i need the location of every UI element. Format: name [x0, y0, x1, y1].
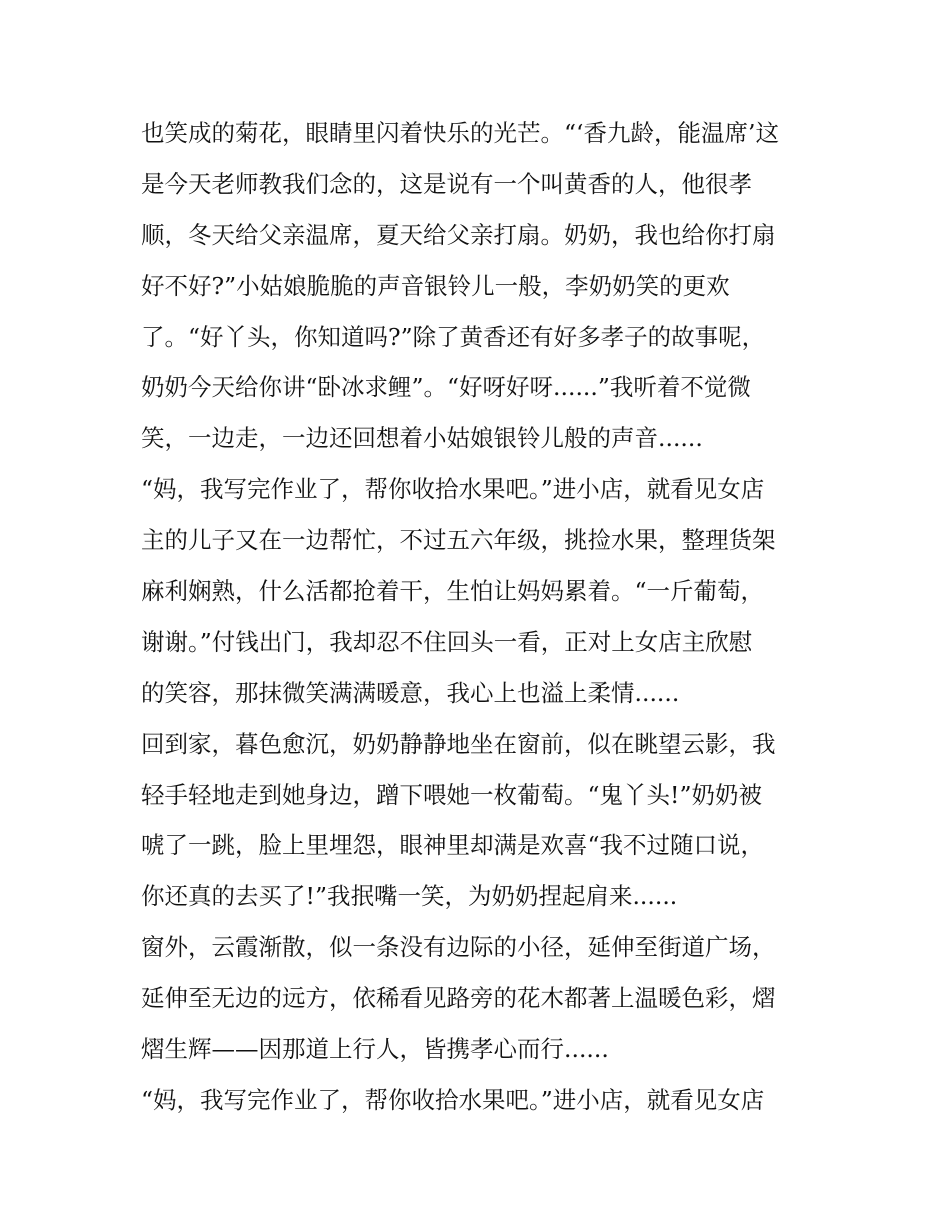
text-line: 谢谢。”付钱出门，我却忍不住回头一看，正对上女店主欣慰	[141, 627, 753, 656]
text-line: 延伸至无边的远方，依稀看见路旁的花木都著上温暖色彩，熠	[141, 984, 776, 1013]
text-line: 好不好?”小姑娘脆脆的声音银铃儿一般，李奶奶笑的更欢	[141, 271, 730, 300]
text-line: 窗外，云霞渐散，似一条没有边际的小径，延伸至街道广场，	[141, 933, 776, 962]
text-line: 的笑容，那抹微笑满满暖意，我心上也溢上柔情......	[141, 678, 680, 707]
text-line: 唬了一跳，脸上里埋怨，眼神里却满是欢喜“我不过随口说，	[141, 831, 765, 860]
text-line: 是今天老师教我们念的，这是说有一个叫黄香的人，他很孝	[141, 169, 752, 198]
text-line: “妈，我写完作业了，帮你收拾水果吧。”进小店，就看见女店	[141, 475, 765, 504]
text-line: 熠生辉——因那道上行人，皆携孝心而行......	[141, 1035, 609, 1064]
body-text	[141, 108, 831, 1126]
text-line: 轻手轻地走到她身边，蹭下喂她一枚葡萄。“鬼丫头!”奶奶被	[141, 780, 762, 809]
text-line: 了。“好丫头，你知道吗?”除了黄香还有好多孝子的故事呢，	[141, 322, 766, 351]
text-line: 也笑成的菊花，眼睛里闪着快乐的光芒。“‘香九龄，能温席’这	[141, 119, 779, 147]
text-line: 笑，一边走，一边还回想着小姑娘银铃儿般的声音......	[141, 424, 703, 453]
text-line: 主的儿子又在一边帮忙，不过五六年级，挑捡水果，整理货架	[141, 526, 776, 555]
text-line: 顺，冬天给父亲温席，夏天给父亲打扇。奶奶，我也给你打扇	[141, 220, 776, 249]
text-line: 回到家，暮色愈沉，奶奶静静地坐在窗前，似在眺望云影，我	[141, 729, 776, 758]
text-line: 奶奶今天给你讲“卧冰求鲤”。“好呀好呀......”我听着不觉微	[141, 373, 751, 402]
text-line: “妈，我写完作业了，帮你收拾水果吧。”进小店，就看见女店	[141, 1085, 765, 1114]
text-line: 你还真的去买了!”我抿嘴一笑，为奶奶捏起肩来......	[141, 882, 678, 911]
text-line: 麻利娴熟，什么活都抢着干，生怕让妈妈累着。“一斤葡萄，	[141, 577, 765, 606]
